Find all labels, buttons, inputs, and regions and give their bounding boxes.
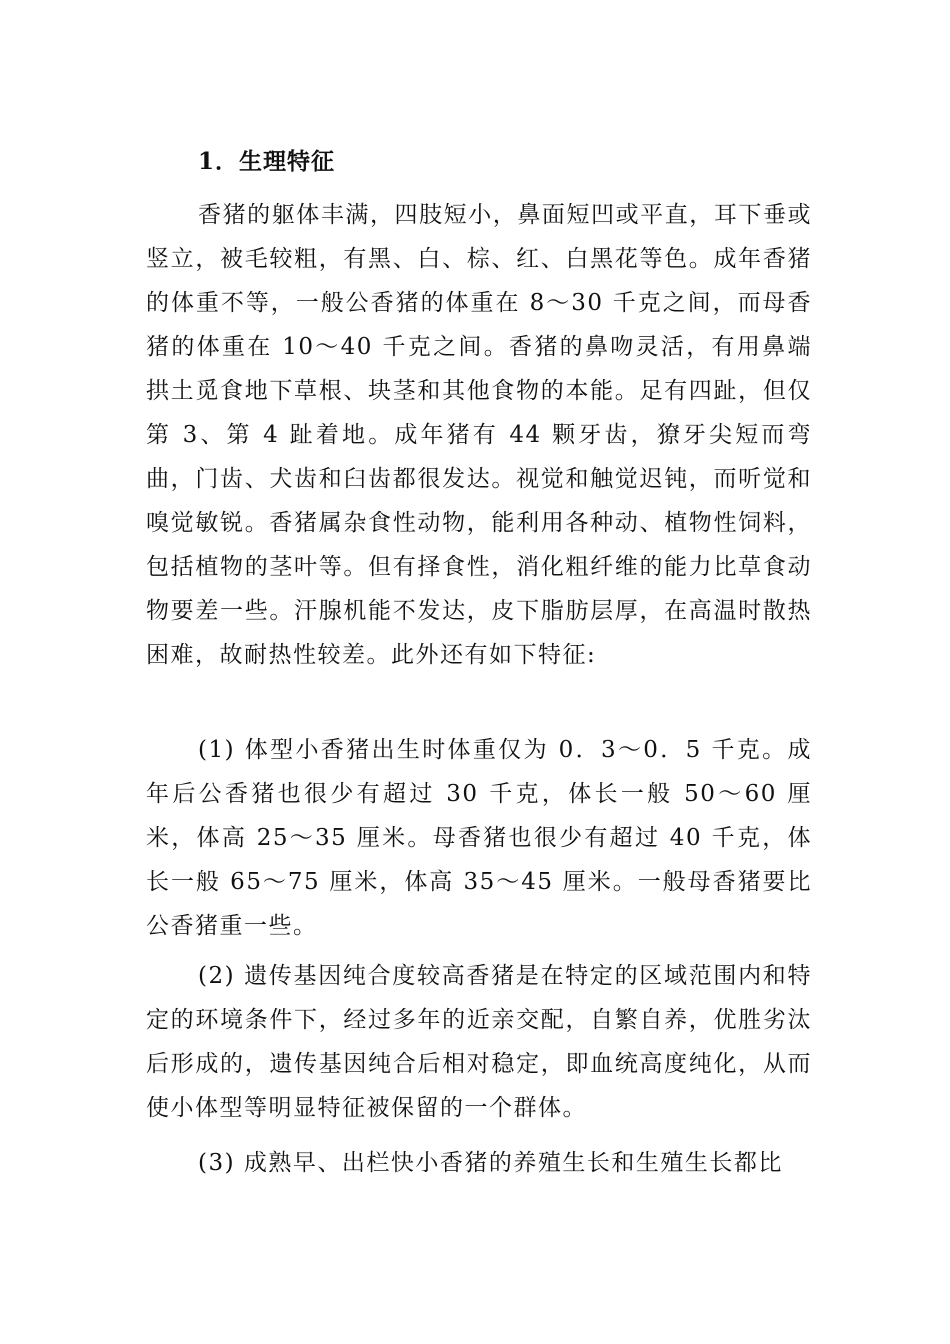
- paragraph-item-1: (1) 体型小香猪出生时体重仅为 0．3～0．5 千克。成年后公香猪也很少有超过 30 千克，体长一般 50～60 厘米，体高 25～35 厘米。母香猪也很少有超过 40 千克，体长一般 65～75 厘米，体高 35～45 厘米。一般母香猪要比公香猪重一些。: [146, 737, 812, 939]
- section-heading: 1．生理特征: [198, 148, 336, 175]
- paragraph-item-2: (2) 遗传基因纯合度较高香猪是在特定的区域范围内和特定的环境条件下，经过多年的近亲交配，自繁自养，优胜劣汰后形成的，遗传基因纯合后相对稳定，即血统高度纯化，从而使小体型等明显特征被保留的一个群体。: [146, 963, 812, 1121]
- paragraph-intro: 香猪的躯体丰满，四肢短小，鼻面短凹或平直，耳下垂或竖立，被毛较粗，有黑、白、棕、红、白黑花等色。成年香猪的体重不等，一般公香猪的体重在 8～30 千克之间，而母香猪的体重在 10～40 千克之间。香猪的鼻吻灵活，有用鼻端拱土觅食地下草根、块茎和其他食物的本能。足有四趾，但仅第 3、第 4 趾着地。成年猪有 44 颗牙齿，獠牙尖短而弯曲，门齿、犬齿和臼齿都很发达。视觉和触觉迟钝，而听觉和嗅觉敏锐。香猪属杂食性动物，能利用各种动、植物性饲料，包括植物的茎叶等。但有择食性，消化粗纤维的能力比草食动物要差一些。汗腺机能不发达，皮下脂肪层厚，在高温时散热困难，故耐热性较差。此外还有如下特征:: [146, 202, 812, 668]
- paragraph-item-3: (3) 成熟早、出栏快小香猪的养殖生长和生殖生长都比: [198, 1150, 783, 1176]
